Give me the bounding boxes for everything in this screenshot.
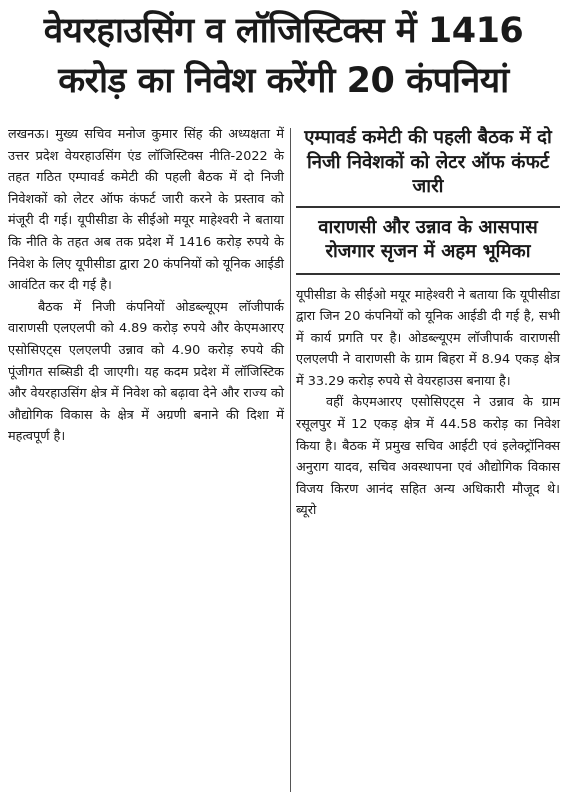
subheading-1: एम्पावर्ड कमेटी की पहली बैठक में दो निजी निवेशकों को लेटर ऑफ कंफर्ट जारी — [304, 127, 552, 197]
headline: वेयरहाउसिंग व लॉजिस्टिक्स में 1416 करोड़ का निवेश करेंगी 20 कंपनियां — [43, 11, 524, 101]
left-column — [8, 124, 284, 448]
right-column — [296, 124, 560, 522]
left-paragraph-1: लखनऊ। मुख्य सचिव मनोज कुमार सिंह की अध्यक्षता में उत्तर प्रदेश वेयरहाउसिंग एंड लॉजिस्टिक्स नीति-2022 के तहत गठित एम्पावर्ड कमेटी की पहली बैठक में दो निजी निवेशकों को लेटर ऑफ कंफर्ट जारी करने के प्रस्ताव को मंजूरी दी गई। यूपीसीडा के सीईओ मयूर माहेश्वरी ने बताया कि नीति के तहत अब तक प्रदेश में 1416 करोड़ रुपये के निवेश के लिए यूपीसीडा द्वारा 20 कंपनियों को यूनिक आईडी आवंटित कर दी गई है। — [8, 127, 284, 294]
subheading-2: वाराणसी और उन्नाव के आसपास रोजगार सृजन में अहम भूमिका — [296, 206, 560, 271]
subheading-rule — [296, 273, 560, 275]
right-paragraph-2: वहीं केएमआरए एसोसिएट्स ने उन्नाव के ग्राम रसूलपुर में 12 एकड़ क्षेत्र में 44.58 करोड़ का निवेश किया है। बैठक में प्रमुख सचिव आईटी एवं इलेक्ट्रॉनिक्स अनुराग यादव, सचिव अवस्थापना एवं औद्योगिक विकास विजय किरण आनंद सहित अन्य अधिकारी मौजूद थे। ब्यूरो — [296, 395, 560, 519]
right-paragraph-1: यूपीसीडा के सीईओ मयूर माहेश्वरी ने बताया कि यूपीसीडा द्वारा जिन 20 कंपनियों को यूनिक आईडी दी गई है, सभी में कार्य प्रगति पर है। ओडब्ल्यूएम लॉजीपार्क वाराणसी एलएलपी ने वाराणसी के ग्राम बिहरा में 8.94 एकड़ क्षेत्र में 33.29 करोड़ रुपये से वेयरहाउस बनाया है। — [296, 287, 560, 389]
left-paragraph-2: बैठक में निजी कंपनियों ओडब्ल्यूएम लॉजीपार्क वाराणसी एलएलपी को 4.89 करोड़ रुपये और केएमआरए एसोसिएट्स एलएलपी उन्नाव को 4.90 करोड़ रुपये की पूंजीगत सब्सिडी दी जाएगी। यह कदम प्रदेश में लॉजिस्टिक और वेयरहाउसिंग क्षेत्र में निवेश को बढ़ावा देने और राज्य को औद्योगिक विकास के क्षेत्र में अग्रणी बनाने की दिशा में महत्वपूर्ण है। — [8, 299, 284, 445]
column-divider — [290, 128, 291, 792]
right-body — [296, 285, 560, 523]
